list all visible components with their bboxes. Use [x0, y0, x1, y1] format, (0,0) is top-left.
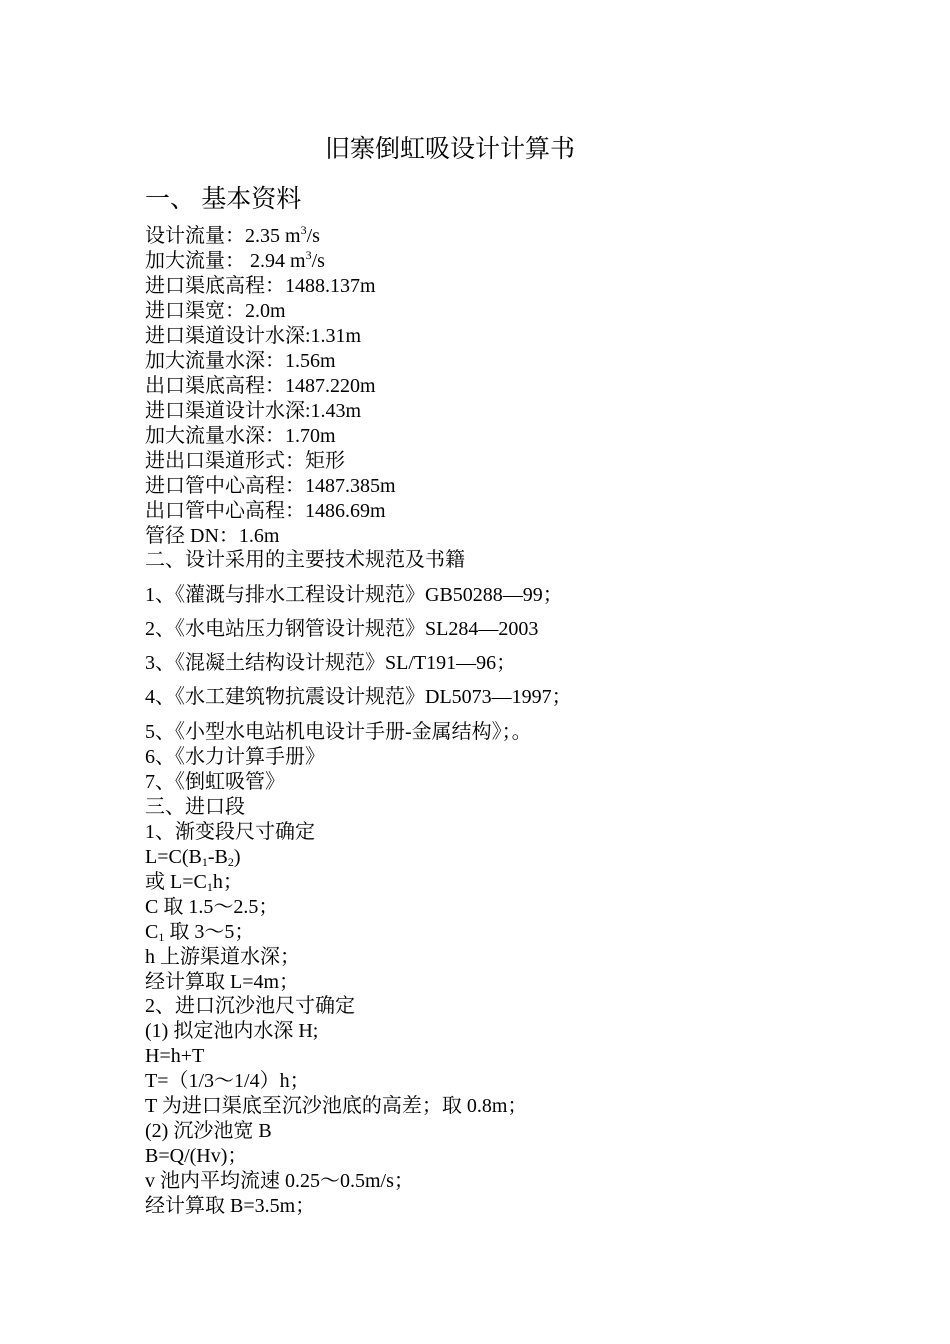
section-heading-standards: 二、设计采用的主要技术规范及书籍	[145, 549, 465, 571]
formula-text: h；	[212, 871, 243, 893]
max-flow-depth: 加大流量水深：1.56m	[145, 350, 336, 372]
v-definition: v 池内平均流速 0.25～0.5m/s；	[145, 1170, 414, 1192]
inlet-design-depth-2: 进口渠道设计水深:1.43m	[145, 400, 362, 422]
max-flow-line	[145, 249, 325, 274]
design-flow-text: 设计流量：2.35 m	[145, 225, 301, 247]
inlet-pipe-center-elevation: 进口管中心高程：1487.385m	[145, 475, 396, 497]
superscript: 3	[300, 223, 307, 237]
calc-length: 经计算取 L=4m；	[145, 971, 300, 993]
subscript: 1	[201, 855, 208, 869]
superscript: 3	[305, 248, 312, 262]
formula-text: -B	[207, 846, 228, 868]
reference-item: 2、《水电站压力钢管设计规范》SL284—2003	[145, 618, 539, 640]
formula-length	[145, 845, 241, 870]
reference-item: 3、《混凝土结构设计规范》SL/T191—96；	[145, 652, 517, 674]
reference-item: 1、《灌溉与排水工程设计规范》GB50288—99；	[145, 584, 563, 606]
subscript: 1	[158, 930, 165, 944]
reference-item: 7、《倒虹吸管》	[145, 771, 285, 793]
unit-text: /s	[311, 250, 325, 272]
formula-text: L=C(B	[145, 846, 202, 868]
c-range: C 取 1.5～2.5；	[145, 896, 279, 918]
outlet-pipe-center-elevation: 出口管中心高程：1486.69m	[145, 500, 386, 522]
subscript: 1	[206, 880, 213, 894]
inlet-width: 进口渠宽：2.0m	[145, 300, 286, 322]
formula-text: )	[233, 846, 241, 868]
max-flow-text: 加大流量： 2.94 m	[145, 250, 306, 272]
section-heading-basic-data: 一、 基本资料	[145, 186, 302, 213]
h-definition: h 上游渠道水深；	[145, 946, 300, 968]
formula-t: T=（1/3～1/4）h；	[145, 1070, 310, 1092]
max-flow-depth-2: 加大流量水深：1.70m	[145, 425, 336, 447]
t-definition: T 为进口渠底至沉沙池底的高差；取 0.8m；	[145, 1095, 528, 1117]
document-title: 旧寨倒虹吸设计计算书	[324, 136, 575, 163]
subscript: 2	[227, 855, 234, 869]
formula-h: H=h+T	[145, 1045, 205, 1067]
design-flow-line	[145, 224, 320, 249]
formula-text: C	[145, 921, 159, 943]
formula-length-alt	[145, 870, 243, 895]
reference-item: 5、《小型水电站机电设计手册-金属结构》；。	[145, 721, 532, 743]
formula-text: 取 3～5；	[164, 921, 255, 943]
section-heading-inlet: 三、进口段	[145, 796, 245, 818]
formula-b: B=Q/(Hv)；	[145, 1145, 248, 1167]
outlet-bottom-elevation: 出口渠底高程：1487.220m	[145, 375, 376, 397]
unit-text: /s	[306, 225, 320, 247]
step-basin-width: (2) 沉沙池宽 B	[145, 1120, 272, 1142]
reference-item: 4、《水工建筑物抗震设计规范》DL5073—1997；	[145, 686, 572, 708]
reference-item: 6、《水力计算手册》	[145, 746, 325, 768]
inlet-design-depth: 进口渠道设计水深:1.31m	[145, 325, 362, 347]
subsection-transition: 1、渐变段尺寸确定	[145, 821, 315, 843]
inlet-bottom-elevation: 进口渠底高程：1488.137m	[145, 275, 376, 297]
step-water-depth: (1) 拟定池内水深 H;	[145, 1020, 319, 1042]
c1-range	[145, 920, 254, 945]
calc-width: 经计算取 B=3.5m；	[145, 1195, 316, 1217]
pipe-diameter: 管径 DN：1.6m	[145, 525, 280, 547]
subsection-settling-basin: 2、进口沉沙池尺寸确定	[145, 995, 355, 1017]
formula-text: 或 L=C	[145, 871, 207, 893]
channel-shape: 进出口渠道形式：矩形	[145, 450, 345, 472]
